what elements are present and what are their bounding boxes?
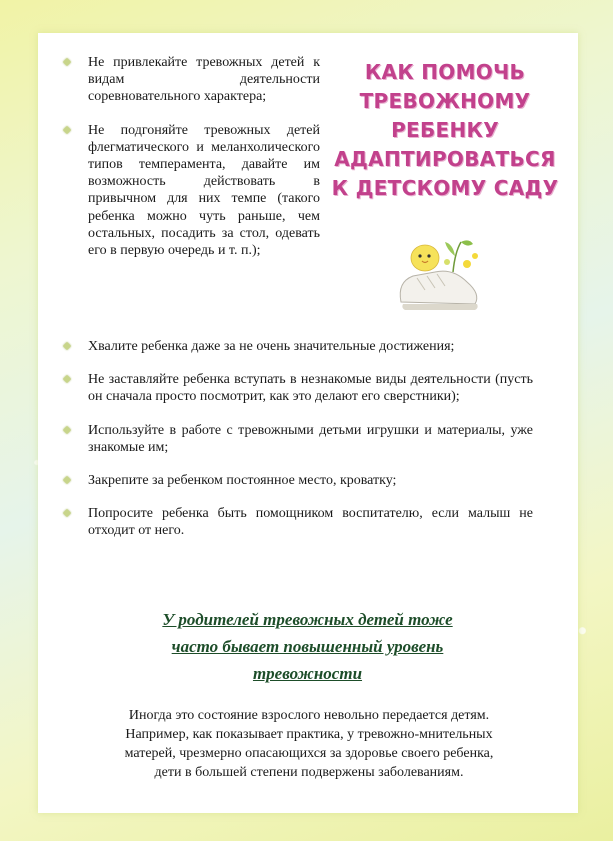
closing-paragraph [74,706,544,782]
tip-text: Не заставляйте ребенка вступать в незнакомые виды деятельности (пусть он сначала просто посмотрит, как это делают его сверстники); [88,372,533,405]
page-title [320,58,570,203]
list-item [58,371,533,405]
list-item [58,422,533,456]
list-item [58,505,533,539]
bullet-icon [63,425,71,433]
bullet-icon [63,375,71,383]
tip-text: Не подгоняйте тревожных детей флегматического и меланхолического типов темперамента, давайте им возможность действовать в привычном для них темпе (такого ребенка можно чуть раньше, чем остальных, посадить за стол, одевать его в первую очередь и т. п.); [88,122,320,259]
closing-line: дети в большей степени подвержены заболеваниям. [154,765,464,780]
bullet-icon [63,342,71,350]
bullet-icon [63,476,71,484]
list-item [58,54,320,106]
subheading-line: часто бывает повышенный уровень [171,637,444,656]
title-line: АДАПТИРОВАТЬСЯ [334,147,556,171]
closing-line: Например, как показывает практика, у тревожно-мнительных [125,727,493,742]
tip-text: Не привлекайте тревожных детей к видам деятельности соревновательного характера; [88,55,320,105]
tips-list-top [58,54,320,259]
bullet-icon [63,125,71,133]
title-line: ТРЕВОЖНОМУ [359,89,531,113]
title-line: К ДЕТСКОМУ САДУ [331,176,559,200]
list-item [58,472,533,489]
subheading-line: тревожности [252,664,363,683]
title-line: КАК ПОМОЧЬ [364,60,526,84]
subheading-line: У родителей тревожных детей тоже [162,610,453,629]
list-item [58,338,533,355]
closing-line: Иногда это состояние взрослого невольно передается детям. [128,708,490,723]
baby-chick-in-shoe-icon [395,232,485,312]
subheading [70,606,545,687]
tip-text: Используйте в работе с тревожными детьми игрушки и материалы, уже знакомые им; [88,422,533,455]
list-item [58,122,320,260]
tip-text: Попросите ребенка быть помощником воспитателю, если малыш не отходит от него. [88,506,533,539]
closing-line: матерей, чрезмерно опасающихся за здоровье своего ребенка, [124,746,494,761]
tips-list-bottom [58,338,533,540]
bullet-icon [63,509,71,517]
tip-text: Хвалите ребенка даже за не очень значительные достижения; [88,339,455,354]
title-line: РЕБЕНКУ [391,118,499,142]
bullet-icon [63,58,71,66]
tip-text: Закрепите за ребенком постоянное место, кроватку; [88,473,397,489]
